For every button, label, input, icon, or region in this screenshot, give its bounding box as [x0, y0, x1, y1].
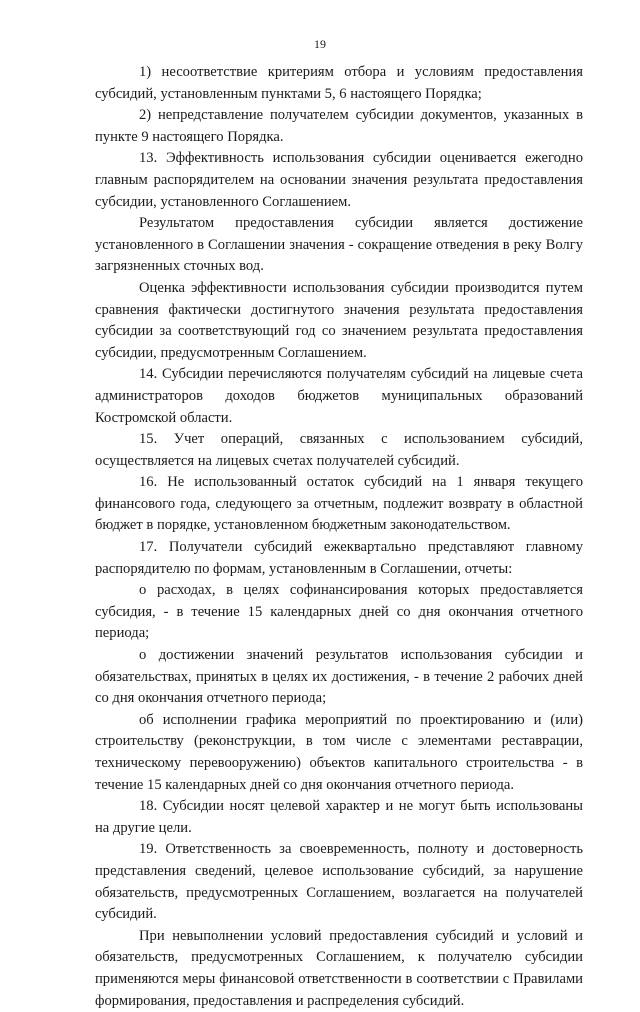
- paragraph-1: 1) несоответствие критериям отбора и условиям предоставления субсидий, установленным пунктами 5, 6 настоящего Порядка;: [95, 64, 583, 102]
- paragraph-6: 14. Субсидии перечисляются получателям субсидий на лицевые счета администраторов доходов бюджетов муниципальных образований Костромской области.: [95, 366, 583, 426]
- paragraph-9: 17. Получатели субсидий ежеквартально представляют главному распорядителю по формам, установленным в Соглашении, отчеты:: [95, 539, 583, 577]
- paragraph-7: 15. Учет операций, связанных с использованием субсидий, осуществляется на лицевых счетах получателей субсидий.: [95, 431, 583, 469]
- paragraph-10: о расходах, в целях софинансирования которых предоставляется субсидия, - в течение 15 календарных дней со дня окончания отчетного периода;: [95, 582, 583, 642]
- document-body: [95, 62, 583, 1012]
- paragraph-11: о достижении значений результатов использования субсидии и обязательствах, принятых в целях их достижения, - в течение 2 рабочих дней со дня окончания отчетного периода;: [95, 647, 583, 707]
- paragraph-14: 19. Ответственность за своевременность, полноту и достоверность представления сведений, целевое использование субсидий, за нарушение обязательств, предусмотренных Соглашением, возлагается на получателей субсидий.: [95, 841, 583, 923]
- paragraph-4: Результатом предоставления субсидии является достижение установленного в Соглашении значения - сокращение отведения в реку Волгу загрязненных сточных вод.: [95, 215, 583, 275]
- paragraph-13: 18. Субсидии носят целевой характер и не могут быть использованы на другие цели.: [95, 798, 583, 836]
- paragraph-3: 13. Эффективность использования субсидии оценивается ежегодно главным распорядителем на основании значения результата предоставления субсидии, установленного Соглашением.: [95, 150, 583, 210]
- paragraph-15: При невыполнении условий предоставления субсидий и условий и обязательств, предусмотренных Соглашением, к получателю субсидии применяются меры финансовой ответственности в соответствии с Правилами формирования, предоставления и распределения субсидий.: [95, 927, 583, 1009]
- paragraph-5: Оценка эффективности использования субсидии производится путем сравнения фактически достигнутого значения результата предоставления субсидии за соответствующий год со значением результата предоставления субсидии, предусмотренным Соглашением.: [95, 279, 583, 361]
- page-number: 19: [314, 37, 326, 51]
- paragraph-12: об исполнении графика мероприятий по проектированию и (или) строительству (реконструкции, в том числе с элементами реставрации, техническому перевооружению) объектов капитального строительства - в течение 15 календарных дней со дня окончания отчетного периода.: [95, 711, 583, 793]
- paragraph-8: 16. Не использованный остаток субсидий на 1 января текущего финансового года, следующего за отчетным, подлежит возврату в областной бюджет в порядке, установленном бюджетным законодательством.: [95, 474, 583, 534]
- paragraph-2: 2) непредставление получателем субсидии документов, указанных в пункте 9 настоящего Порядка.: [95, 107, 583, 145]
